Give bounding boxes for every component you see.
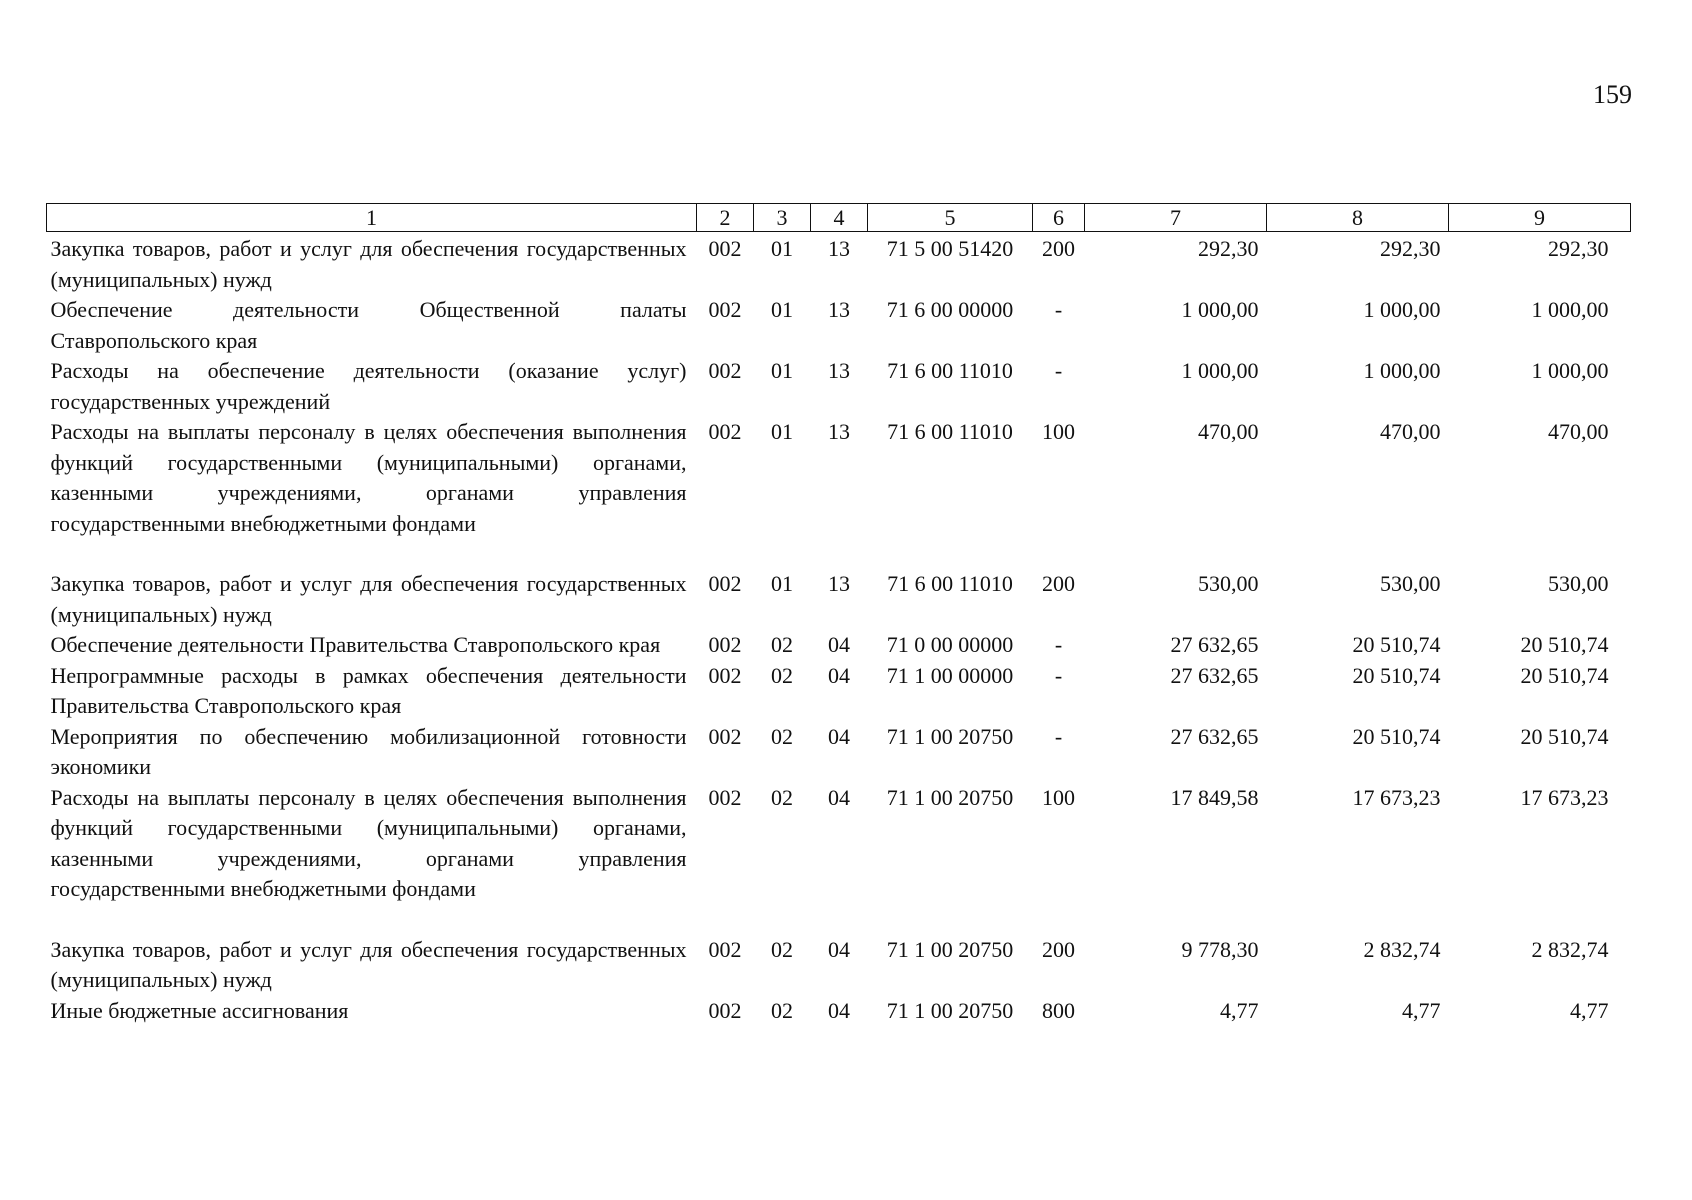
row-description: Закупка товаров, работ и услуг для обеспечения государственных (муниципальных) нужд xyxy=(50,236,687,292)
table-row xyxy=(47,996,1631,1027)
row-subsection-code: 04 xyxy=(828,723,850,749)
row-expense-type: - xyxy=(1054,358,1063,383)
row-amount-8: 1 000,00 xyxy=(1363,297,1441,322)
row-amount-7: 470,00 xyxy=(1198,419,1259,444)
row-ministry-code: 002 xyxy=(708,297,742,322)
row-description: Закупка товаров, работ и услуг для обеспечения государственных (муниципальных) нужд xyxy=(50,571,687,627)
header-col-4: 4 xyxy=(811,204,868,232)
row-amount-8: 530,00 xyxy=(1380,571,1441,596)
row-ministry-code: 002 xyxy=(708,632,742,657)
row-amount-9: 4,77 xyxy=(1570,997,1609,1023)
header-col-6: 6 xyxy=(1033,204,1085,232)
header-col-9: 9 xyxy=(1449,204,1631,232)
row-amount-9: 530,00 xyxy=(1548,571,1609,596)
header-col-7: 7 xyxy=(1085,204,1267,232)
table-row xyxy=(47,661,1631,722)
row-section-code: 02 xyxy=(771,632,793,657)
row-description: Мероприятия по обеспечению мобилизационной готовности экономики xyxy=(50,723,687,779)
row-subsection-code: 13 xyxy=(828,297,850,322)
row-amount-7: 530,00 xyxy=(1198,571,1259,596)
row-subsection-code: 04 xyxy=(828,997,850,1023)
row-expense-type: 800 xyxy=(1042,997,1075,1023)
row-expense-type: 200 xyxy=(1042,236,1075,261)
row-section-code: 02 xyxy=(771,784,793,810)
row-ministry-code: 002 xyxy=(708,662,742,688)
table-row xyxy=(47,783,1631,935)
row-ministry-code: 002 xyxy=(708,236,742,261)
row-target-code: 71 1 00 20750 xyxy=(886,723,1014,749)
row-target-code: 71 1 00 00000 xyxy=(886,662,1014,688)
row-expense-type: - xyxy=(1054,662,1063,688)
row-amount-7: 9 778,30 xyxy=(1181,936,1259,962)
row-amount-9: 20 510,74 xyxy=(1520,662,1609,688)
row-ministry-code: 002 xyxy=(708,936,742,962)
row-target-code: 71 6 00 11010 xyxy=(887,358,1013,383)
row-subsection-code: 04 xyxy=(828,784,850,810)
row-description: Непрограммные расходы в рамках обеспечения деятельности Правительства Ставропольского края xyxy=(50,662,687,718)
row-amount-8: 4,77 xyxy=(1402,997,1441,1023)
row-amount-8: 1 000,00 xyxy=(1363,358,1441,383)
row-amount-7: 27 632,65 xyxy=(1170,632,1259,657)
row-target-code: 71 1 00 20750 xyxy=(886,936,1014,962)
row-subsection-code: 13 xyxy=(828,419,850,444)
row-amount-8: 292,30 xyxy=(1380,236,1441,261)
row-amount-9: 20 510,74 xyxy=(1520,632,1609,657)
row-target-code: 71 6 00 11010 xyxy=(887,571,1013,596)
row-ministry-code: 002 xyxy=(708,419,742,444)
row-section-code: 02 xyxy=(771,997,793,1023)
row-target-code: 71 1 00 20750 xyxy=(886,784,1014,810)
row-amount-7: 1 000,00 xyxy=(1181,358,1259,383)
row-description: Закупка товаров, работ и услуг для обеспечения государственных (муниципальных) нужд xyxy=(50,936,687,992)
header-row xyxy=(47,204,1631,232)
header-col-3: 3 xyxy=(754,204,811,232)
row-amount-7: 17 849,58 xyxy=(1170,784,1259,810)
row-description: Обеспечение деятельности Правительства Ставропольского края xyxy=(50,632,661,657)
row-section-code: 01 xyxy=(771,571,793,596)
row-target-code: 71 6 00 11010 xyxy=(887,419,1013,444)
row-amount-9: 1 000,00 xyxy=(1531,358,1609,383)
row-ministry-code: 002 xyxy=(708,723,742,749)
row-description: Обеспечение деятельности Общественной палаты Ставропольского края xyxy=(50,297,687,353)
row-amount-8: 17 673,23 xyxy=(1352,784,1441,810)
row-ministry-code: 002 xyxy=(708,997,742,1023)
row-amount-9: 17 673,23 xyxy=(1520,784,1609,810)
row-subsection-code: 13 xyxy=(828,358,850,383)
row-ministry-code: 002 xyxy=(708,784,742,810)
row-description: Иные бюджетные ассигнования xyxy=(50,997,349,1023)
row-section-code: 02 xyxy=(771,936,793,962)
row-amount-7: 1 000,00 xyxy=(1181,297,1259,322)
row-expense-type: 200 xyxy=(1042,936,1075,962)
table-row xyxy=(47,630,1631,661)
row-amount-7: 27 632,65 xyxy=(1170,723,1259,749)
row-amount-8: 20 510,74 xyxy=(1352,632,1441,657)
row-description: Расходы на выплаты персоналу в целях обеспечения выполнения функций государственными (муниципальными) органами, казенными учреждениями, органами управления государственными внебюджетными фондами xyxy=(50,419,687,536)
row-section-code: 02 xyxy=(771,662,793,688)
header-col-2: 2 xyxy=(697,204,754,232)
row-section-code: 01 xyxy=(771,358,793,383)
budget-table xyxy=(46,203,1631,1026)
table-row xyxy=(47,417,1631,569)
row-ministry-code: 002 xyxy=(708,571,742,596)
row-amount-7: 4,77 xyxy=(1220,997,1259,1023)
row-target-code: 71 6 00 00000 xyxy=(886,297,1014,322)
row-amount-8: 2 832,74 xyxy=(1363,936,1441,962)
row-target-code: 71 1 00 20750 xyxy=(886,997,1014,1023)
row-target-code: 71 5 00 51420 xyxy=(886,236,1014,261)
row-description: Расходы на обеспечение деятельности (оказание услуг) государственных учреждений xyxy=(50,358,687,414)
row-amount-9: 470,00 xyxy=(1548,419,1609,444)
row-subsection-code: 13 xyxy=(828,236,850,261)
row-subsection-code: 13 xyxy=(828,571,850,596)
table-row xyxy=(47,722,1631,783)
row-expense-type: 200 xyxy=(1042,571,1075,596)
row-description: Расходы на выплаты персоналу в целях обеспечения выполнения функций государственными (муниципальными) органами, казенными учреждениями, органами управления государственными внебюджетными фондами xyxy=(50,784,687,901)
page-number: 159 xyxy=(1593,80,1632,109)
table-row xyxy=(47,356,1631,417)
row-section-code: 01 xyxy=(771,297,793,322)
row-subsection-code: 04 xyxy=(828,662,850,688)
row-amount-7: 27 632,65 xyxy=(1170,662,1259,688)
row-expense-type: - xyxy=(1054,297,1063,322)
header-col-1: 1 xyxy=(47,204,697,232)
row-amount-9: 292,30 xyxy=(1548,236,1609,261)
row-section-code: 01 xyxy=(771,419,793,444)
header-col-5: 5 xyxy=(868,204,1033,232)
row-amount-9: 2 832,74 xyxy=(1531,936,1609,962)
table-row xyxy=(47,569,1631,630)
row-amount-9: 1 000,00 xyxy=(1531,297,1609,322)
row-amount-8: 20 510,74 xyxy=(1352,662,1441,688)
table-row xyxy=(47,935,1631,996)
row-ministry-code: 002 xyxy=(708,358,742,383)
row-section-code: 01 xyxy=(771,236,793,261)
row-amount-8: 470,00 xyxy=(1380,419,1441,444)
row-amount-8: 20 510,74 xyxy=(1352,723,1441,749)
row-expense-type: - xyxy=(1054,632,1063,657)
header-col-8: 8 xyxy=(1267,204,1449,232)
table-row xyxy=(47,295,1631,356)
row-subsection-code: 04 xyxy=(828,632,850,657)
row-section-code: 02 xyxy=(771,723,793,749)
row-amount-7: 292,30 xyxy=(1198,236,1259,261)
row-subsection-code: 04 xyxy=(828,936,850,962)
row-expense-type: 100 xyxy=(1042,784,1075,810)
row-expense-type: - xyxy=(1054,723,1063,749)
row-expense-type: 100 xyxy=(1042,419,1075,444)
table-row xyxy=(47,232,1631,296)
row-amount-9: 20 510,74 xyxy=(1520,723,1609,749)
row-target-code: 71 0 00 00000 xyxy=(886,632,1014,657)
